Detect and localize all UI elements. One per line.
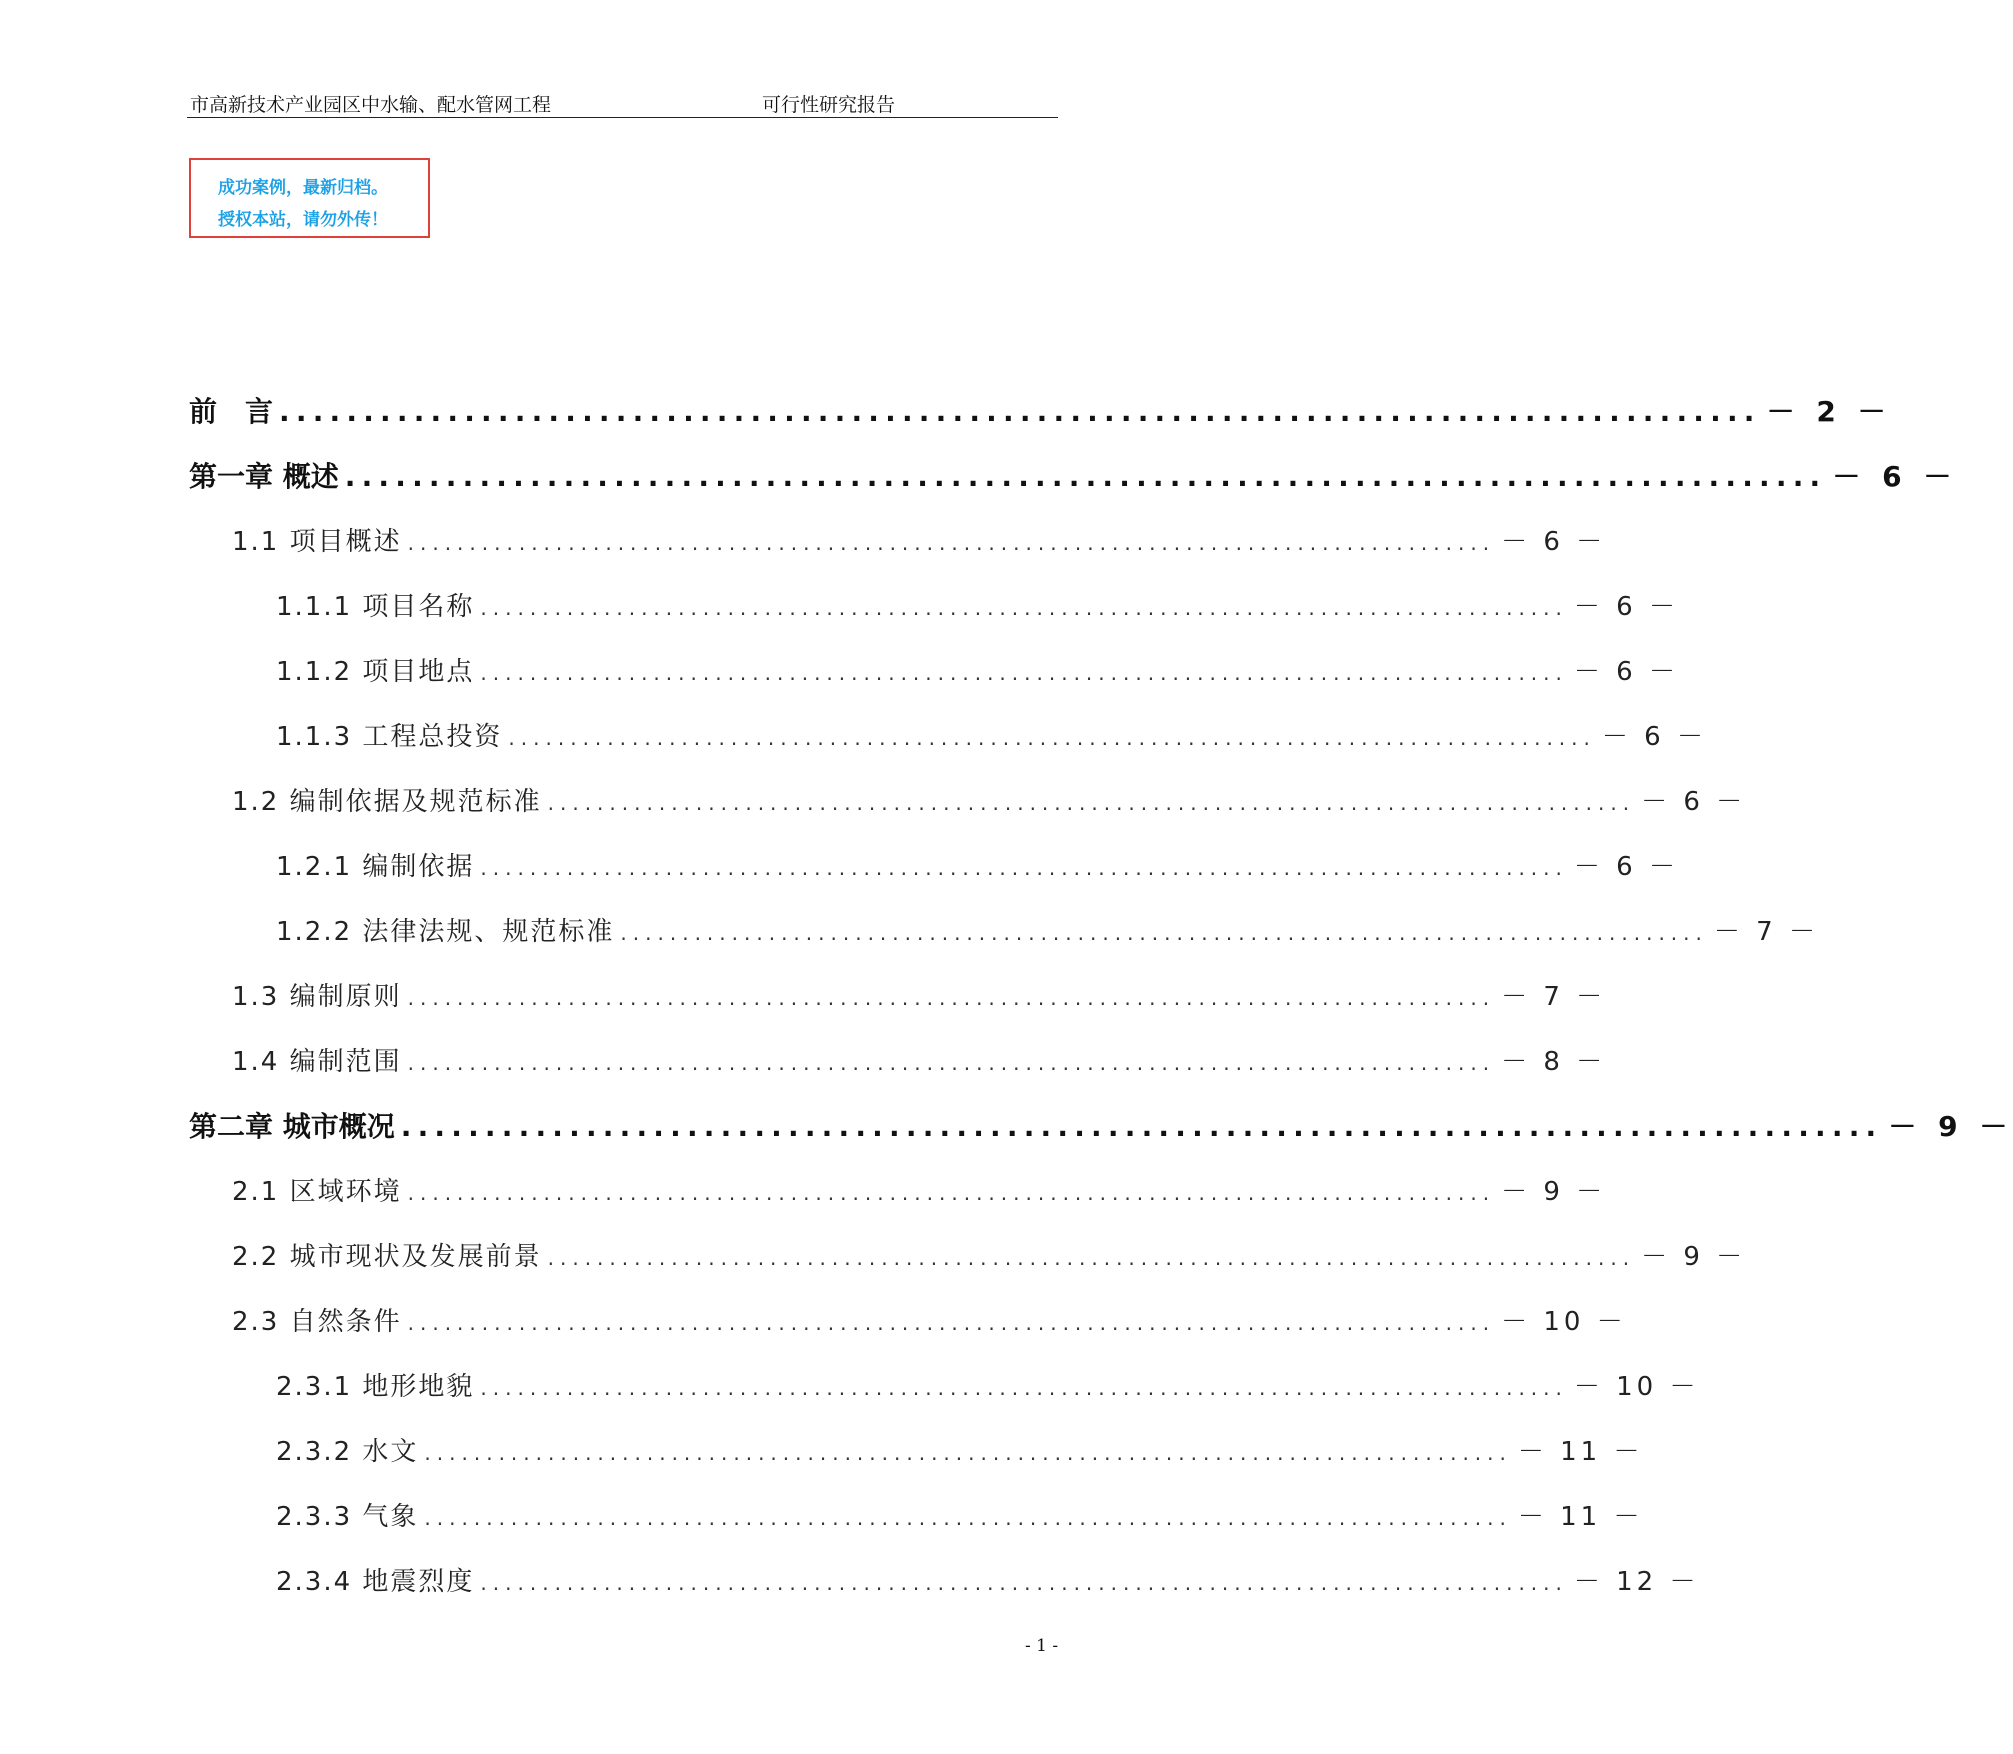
toc-entry-chapter-2[interactable] — [189, 1107, 2013, 1147]
toc-leader: ........................................................................................ — [279, 395, 1761, 428]
toc-label: 第二章 城市概况 — [189, 1110, 395, 1143]
toc-entry-2-3-1[interactable] — [276, 1367, 1700, 1407]
toc-label: 1.1.3 工程总投资 — [276, 722, 503, 752]
toc-label: 2.3 自然条件 — [232, 1307, 402, 1337]
toc-entry-1-4[interactable] — [232, 1042, 1607, 1082]
toc-label: 1.1.2 项目地点 — [276, 657, 475, 687]
toc-label: 1.3 编制原则 — [232, 982, 402, 1012]
toc-entry-1-1-1[interactable] — [276, 587, 1679, 627]
toc-leader: ........................................................................................ — [508, 726, 1596, 750]
toc-entry-1-2-2[interactable] — [276, 912, 1819, 952]
toc-page: － 10 － — [1501, 1307, 1627, 1337]
toc-entry-2-3-4[interactable] — [276, 1562, 1700, 1602]
toc-leader: ........................................................................................ — [480, 856, 1568, 880]
toc-page: － 6 － — [1573, 657, 1679, 687]
toc-entry-2-2[interactable] — [232, 1237, 1747, 1277]
toc-page: － 9 － — [1501, 1177, 1607, 1207]
toc-leader: ........................................................................................ — [407, 1181, 1496, 1205]
toc-page: － 11 － — [1517, 1437, 1644, 1467]
page-header-doc-type: 可行性研究报告 — [762, 94, 896, 116]
toc-leader: ........................................................................................ — [407, 1051, 1496, 1075]
toc-page: － 6 － — [1573, 592, 1679, 622]
toc-entry-2-3-2[interactable] — [276, 1432, 1644, 1472]
toc-leader: ........................................................................................ — [424, 1506, 1512, 1530]
toc-page: － 7 － — [1501, 982, 1607, 1012]
toc-leader: ........................................................................................ — [344, 460, 1827, 493]
toc-label: 2.3.3 气象 — [276, 1502, 419, 1532]
toc-entry-1-2[interactable] — [232, 782, 1747, 822]
toc-page: － 10 － — [1573, 1372, 1700, 1402]
toc-page: － 9 － — [1888, 1110, 2013, 1143]
toc-leader: ........................................................................................ — [480, 1376, 1568, 1400]
toc-entry-1-3[interactable] — [232, 977, 1607, 1017]
toc-entry-2-3-3[interactable] — [276, 1497, 1644, 1537]
toc-page: － 6 － — [1573, 852, 1679, 882]
toc-page: － 12 － — [1573, 1567, 1700, 1597]
toc-label: 2.3.1 地形地貌 — [276, 1372, 475, 1402]
toc-entry-2-3[interactable] — [232, 1302, 1627, 1342]
toc-entry-1-1[interactable] — [232, 522, 1607, 562]
toc-label: 1.1.1 项目名称 — [276, 592, 475, 622]
toc-leader: ........................................................................................ — [407, 531, 1496, 555]
toc-leader: ........................................................................................ — [480, 661, 1568, 685]
toc-page: － 9 － — [1641, 1242, 1747, 1272]
toc-leader: ........................................................................................ — [620, 921, 1708, 945]
toc-label: 1.2 编制依据及规范标准 — [232, 787, 542, 817]
toc-entry-preface[interactable] — [189, 392, 1892, 432]
toc-leader: ........................................................................................ — [480, 1571, 1568, 1595]
toc-entry-1-2-1[interactable] — [276, 847, 1679, 887]
toc-entry-chapter-1[interactable] — [189, 457, 1958, 497]
toc-page: － 2 － — [1766, 395, 1892, 428]
toc-leader: ........................................................................................ — [424, 1441, 1512, 1465]
toc-leader: ........................................................................................ — [407, 986, 1496, 1010]
toc-entry-1-1-3[interactable] — [276, 717, 1707, 757]
toc-label: 1.2.1 编制依据 — [276, 852, 475, 882]
toc-label: 第一章 概述 — [189, 460, 339, 493]
toc-page: － 11 － — [1517, 1502, 1644, 1532]
toc-page: － 6 － — [1832, 460, 1958, 493]
toc-label: 1.2.2 法律法规、规范标准 — [276, 917, 615, 947]
toc-label: 前 言 — [189, 395, 274, 428]
toc-label: 2.2 城市现状及发展前景 — [232, 1242, 542, 1272]
notice-line-1: 成功案例，最新归档。 — [218, 178, 388, 198]
toc-label: 2.3.4 地震烈度 — [276, 1567, 475, 1597]
toc-leader: ........................................................................................ — [400, 1110, 1883, 1143]
toc-page: － 8 － — [1501, 1047, 1607, 1077]
toc-label: 1.1 项目概述 — [232, 527, 402, 557]
toc-leader: ........................................................................................ — [547, 791, 1636, 815]
toc-page: － 6 － — [1641, 787, 1747, 817]
toc-label: 2.3.2 水文 — [276, 1437, 419, 1467]
page-header-title: 市高新技术产业园区中水输、配水管网工程 — [190, 94, 552, 116]
toc-entry-1-1-2[interactable] — [276, 652, 1679, 692]
toc-leader: ........................................................................................ — [547, 1246, 1636, 1270]
footer-page-number: - 1 - — [1025, 1636, 1059, 1656]
toc-label: 1.4 编制范围 — [232, 1047, 402, 1077]
notice-line-2: 授权本站，请勿外传！ — [218, 210, 388, 230]
toc-entry-2-1[interactable] — [232, 1172, 1607, 1212]
toc-page: － 7 － — [1713, 917, 1819, 947]
toc-leader: ........................................................................................ — [480, 596, 1568, 620]
toc-page: － 6 － — [1601, 722, 1707, 752]
toc-label: 2.1 区域环境 — [232, 1177, 402, 1207]
toc-page: － 6 － — [1501, 527, 1607, 557]
toc-leader: ........................................................................................ — [407, 1311, 1496, 1335]
